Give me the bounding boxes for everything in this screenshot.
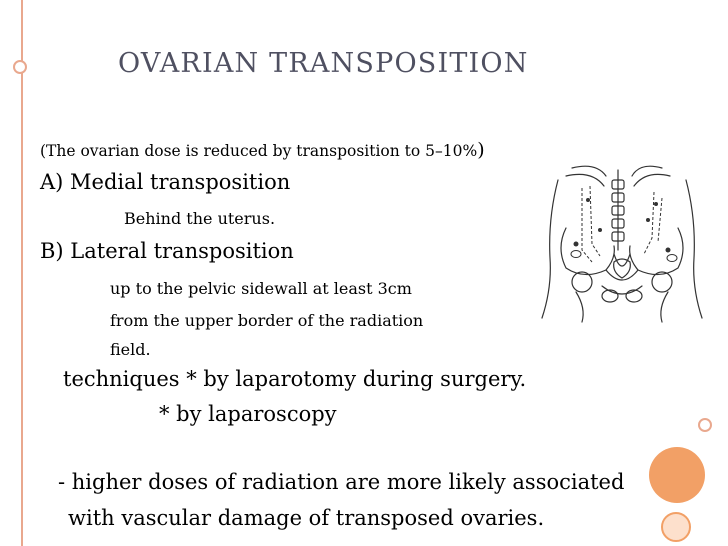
medial-item: Behind the uterus.	[124, 209, 276, 228]
lateral-heading: B) Lateral transposition	[40, 239, 294, 263]
decorative-circle-top	[13, 60, 27, 74]
decorative-circle-light	[661, 512, 691, 542]
medial-heading: A) Medial transposition	[40, 170, 291, 194]
techniques-line-2: * by laparoscopy	[159, 402, 337, 426]
dose-note-close: )	[477, 139, 485, 161]
slide-title: OVARIAN TRANSPOSITION	[118, 48, 529, 79]
radiation-note-line-1: - higher doses of radiation are more likely associated	[58, 470, 625, 494]
dose-note	[40, 139, 485, 161]
decorative-circle-orange	[649, 447, 705, 503]
lateral-item-1: up to the pelvic sidewall at least 3cm	[110, 279, 412, 298]
radiation-note-line-2: with vascular damage of transposed ovaries.	[68, 506, 545, 530]
lateral-item-2: from the upper border of the radiation	[110, 311, 424, 330]
left-accent-line	[21, 0, 23, 546]
pelvis-anatomy-illustration	[536, 158, 708, 323]
dose-note-text: (The ovarian dose is reduced by transposition to 5–10%	[40, 142, 478, 160]
decorative-circle-small	[698, 418, 712, 432]
lateral-item-3: field.	[110, 340, 151, 359]
techniques-line-1: techniques * by laparotomy during surgery.	[63, 367, 527, 391]
